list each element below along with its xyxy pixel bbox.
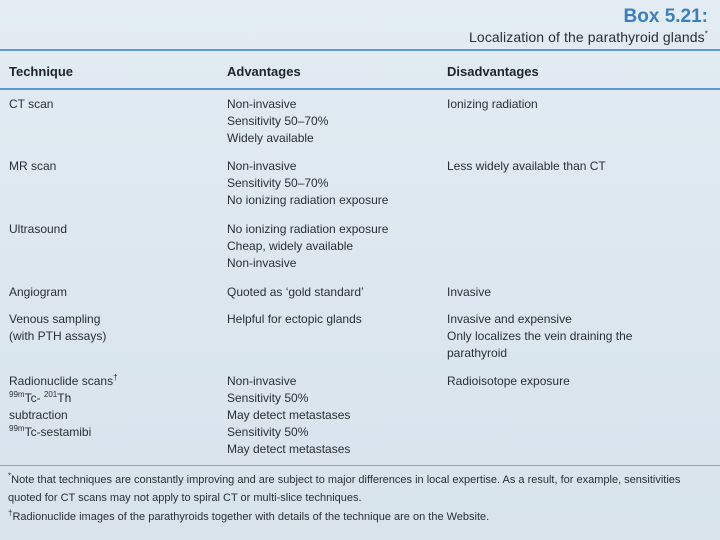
footnote-2 bbox=[8, 508, 712, 526]
disadvantage-text: Only localizes the vein draining the bbox=[447, 329, 633, 343]
technique-text: CT scan bbox=[9, 97, 54, 111]
row-angio-advantages bbox=[227, 284, 364, 301]
technique-text: Ultrasound bbox=[9, 222, 68, 236]
asterisk-mark: * bbox=[8, 471, 12, 481]
row-radio-technique bbox=[9, 373, 118, 441]
disadvantage-text: parathyroid bbox=[447, 346, 508, 360]
disadvantage-text: Ionizing radiation bbox=[447, 97, 538, 111]
advantage-text: Widely available bbox=[227, 131, 314, 145]
row-mr-advantages bbox=[227, 158, 388, 209]
footnote-text: Note that techniques are constantly improving and are subject to major differences in local expertise. As a result, for example, sensitivities quoted for CT scans may not apply to spiral CT or multi-slice techniques. bbox=[8, 474, 681, 504]
row-venous-advantages bbox=[227, 311, 362, 328]
advantage-text: Sensitivity 50–70% bbox=[227, 114, 329, 128]
row-ct-technique bbox=[9, 96, 53, 113]
box-title-mark: * bbox=[704, 29, 708, 39]
advantage-text: No ionizing radiation exposure bbox=[227, 222, 389, 236]
advantage-text: Non-invasive bbox=[227, 374, 297, 388]
technique-text bbox=[9, 424, 118, 441]
advantage-text: Non-invasive bbox=[227, 256, 297, 270]
row-venous-disadvantages bbox=[447, 311, 632, 362]
top-rule bbox=[0, 49, 720, 51]
isotope-symbol: Th bbox=[57, 391, 72, 405]
disadvantage-text: Radioisotope exposure bbox=[447, 374, 570, 388]
isotope-symbol: Tc- bbox=[24, 391, 44, 405]
technique-text: subtraction bbox=[9, 408, 68, 422]
advantage-text: Cheap, widely available bbox=[227, 239, 354, 253]
advantage-text: Sensitivity 50% bbox=[227, 425, 309, 439]
isotope-symbol: Tc-sestamibi bbox=[24, 425, 92, 439]
row-mr-disadvantages bbox=[447, 158, 606, 175]
advantage-text: May detect metastases bbox=[227, 442, 351, 456]
isotope-mass: 201 bbox=[43, 390, 58, 399]
footnote-text: Radionuclide images of the parathyroids together with details of the technique are on the Website. bbox=[12, 511, 490, 523]
advantage-text: Sensitivity 50–70% bbox=[227, 176, 329, 190]
technique-text: Angiogram bbox=[9, 285, 68, 299]
footnote-1 bbox=[8, 471, 712, 507]
box-title-text: Localization of the parathyroid glands bbox=[469, 29, 705, 45]
disadvantage-text: Less widely available than CT bbox=[447, 159, 606, 173]
advantage-text: May detect metastases bbox=[227, 408, 351, 422]
header-technique: Technique bbox=[9, 64, 74, 79]
row-angio-disadvantages bbox=[447, 284, 491, 301]
row-us-technique bbox=[9, 221, 67, 238]
isotope-mass: 99m bbox=[9, 390, 25, 399]
row-radio-advantages bbox=[227, 373, 350, 458]
box-header bbox=[469, 6, 708, 46]
technique-text: Venous sampling bbox=[9, 312, 101, 326]
row-mr-technique bbox=[9, 158, 56, 175]
advantage-text: No ionizing radiation exposure bbox=[227, 193, 389, 207]
box-title bbox=[469, 28, 708, 46]
row-ct-disadvantages bbox=[447, 96, 538, 113]
row-radio-disadvantages bbox=[447, 373, 570, 390]
technique-text: MR scan bbox=[9, 159, 57, 173]
row-ct-advantages bbox=[227, 96, 328, 147]
dagger-mark: † bbox=[113, 373, 118, 382]
disadvantage-text: Invasive bbox=[447, 285, 492, 299]
dagger-mark: † bbox=[8, 508, 13, 518]
isotope-mass: 99m bbox=[9, 424, 25, 433]
row-us-advantages bbox=[227, 221, 388, 272]
advantage-text: Sensitivity 50% bbox=[227, 391, 309, 405]
row-angio-technique bbox=[9, 284, 67, 301]
technique-name: Radionuclide scans bbox=[9, 374, 114, 388]
box-number: Box 5.21: bbox=[623, 6, 708, 27]
advantage-text: Quoted as ‘gold standard’ bbox=[227, 285, 364, 299]
footnote-rule bbox=[0, 465, 720, 466]
advantage-text: Helpful for ectopic glands bbox=[227, 312, 362, 326]
technique-text: (with PTH assays) bbox=[9, 329, 107, 343]
header-advantages: Advantages bbox=[227, 64, 301, 79]
advantage-text: Non-invasive bbox=[227, 97, 297, 111]
technique-text bbox=[9, 390, 118, 407]
disadvantage-text: Invasive and expensive bbox=[447, 312, 572, 326]
row-venous-technique bbox=[9, 311, 106, 345]
advantage-text: Non-invasive bbox=[227, 159, 297, 173]
header-rule bbox=[0, 88, 720, 90]
technique-text bbox=[9, 373, 118, 390]
header-disadvantages: Disadvantages bbox=[447, 64, 539, 79]
